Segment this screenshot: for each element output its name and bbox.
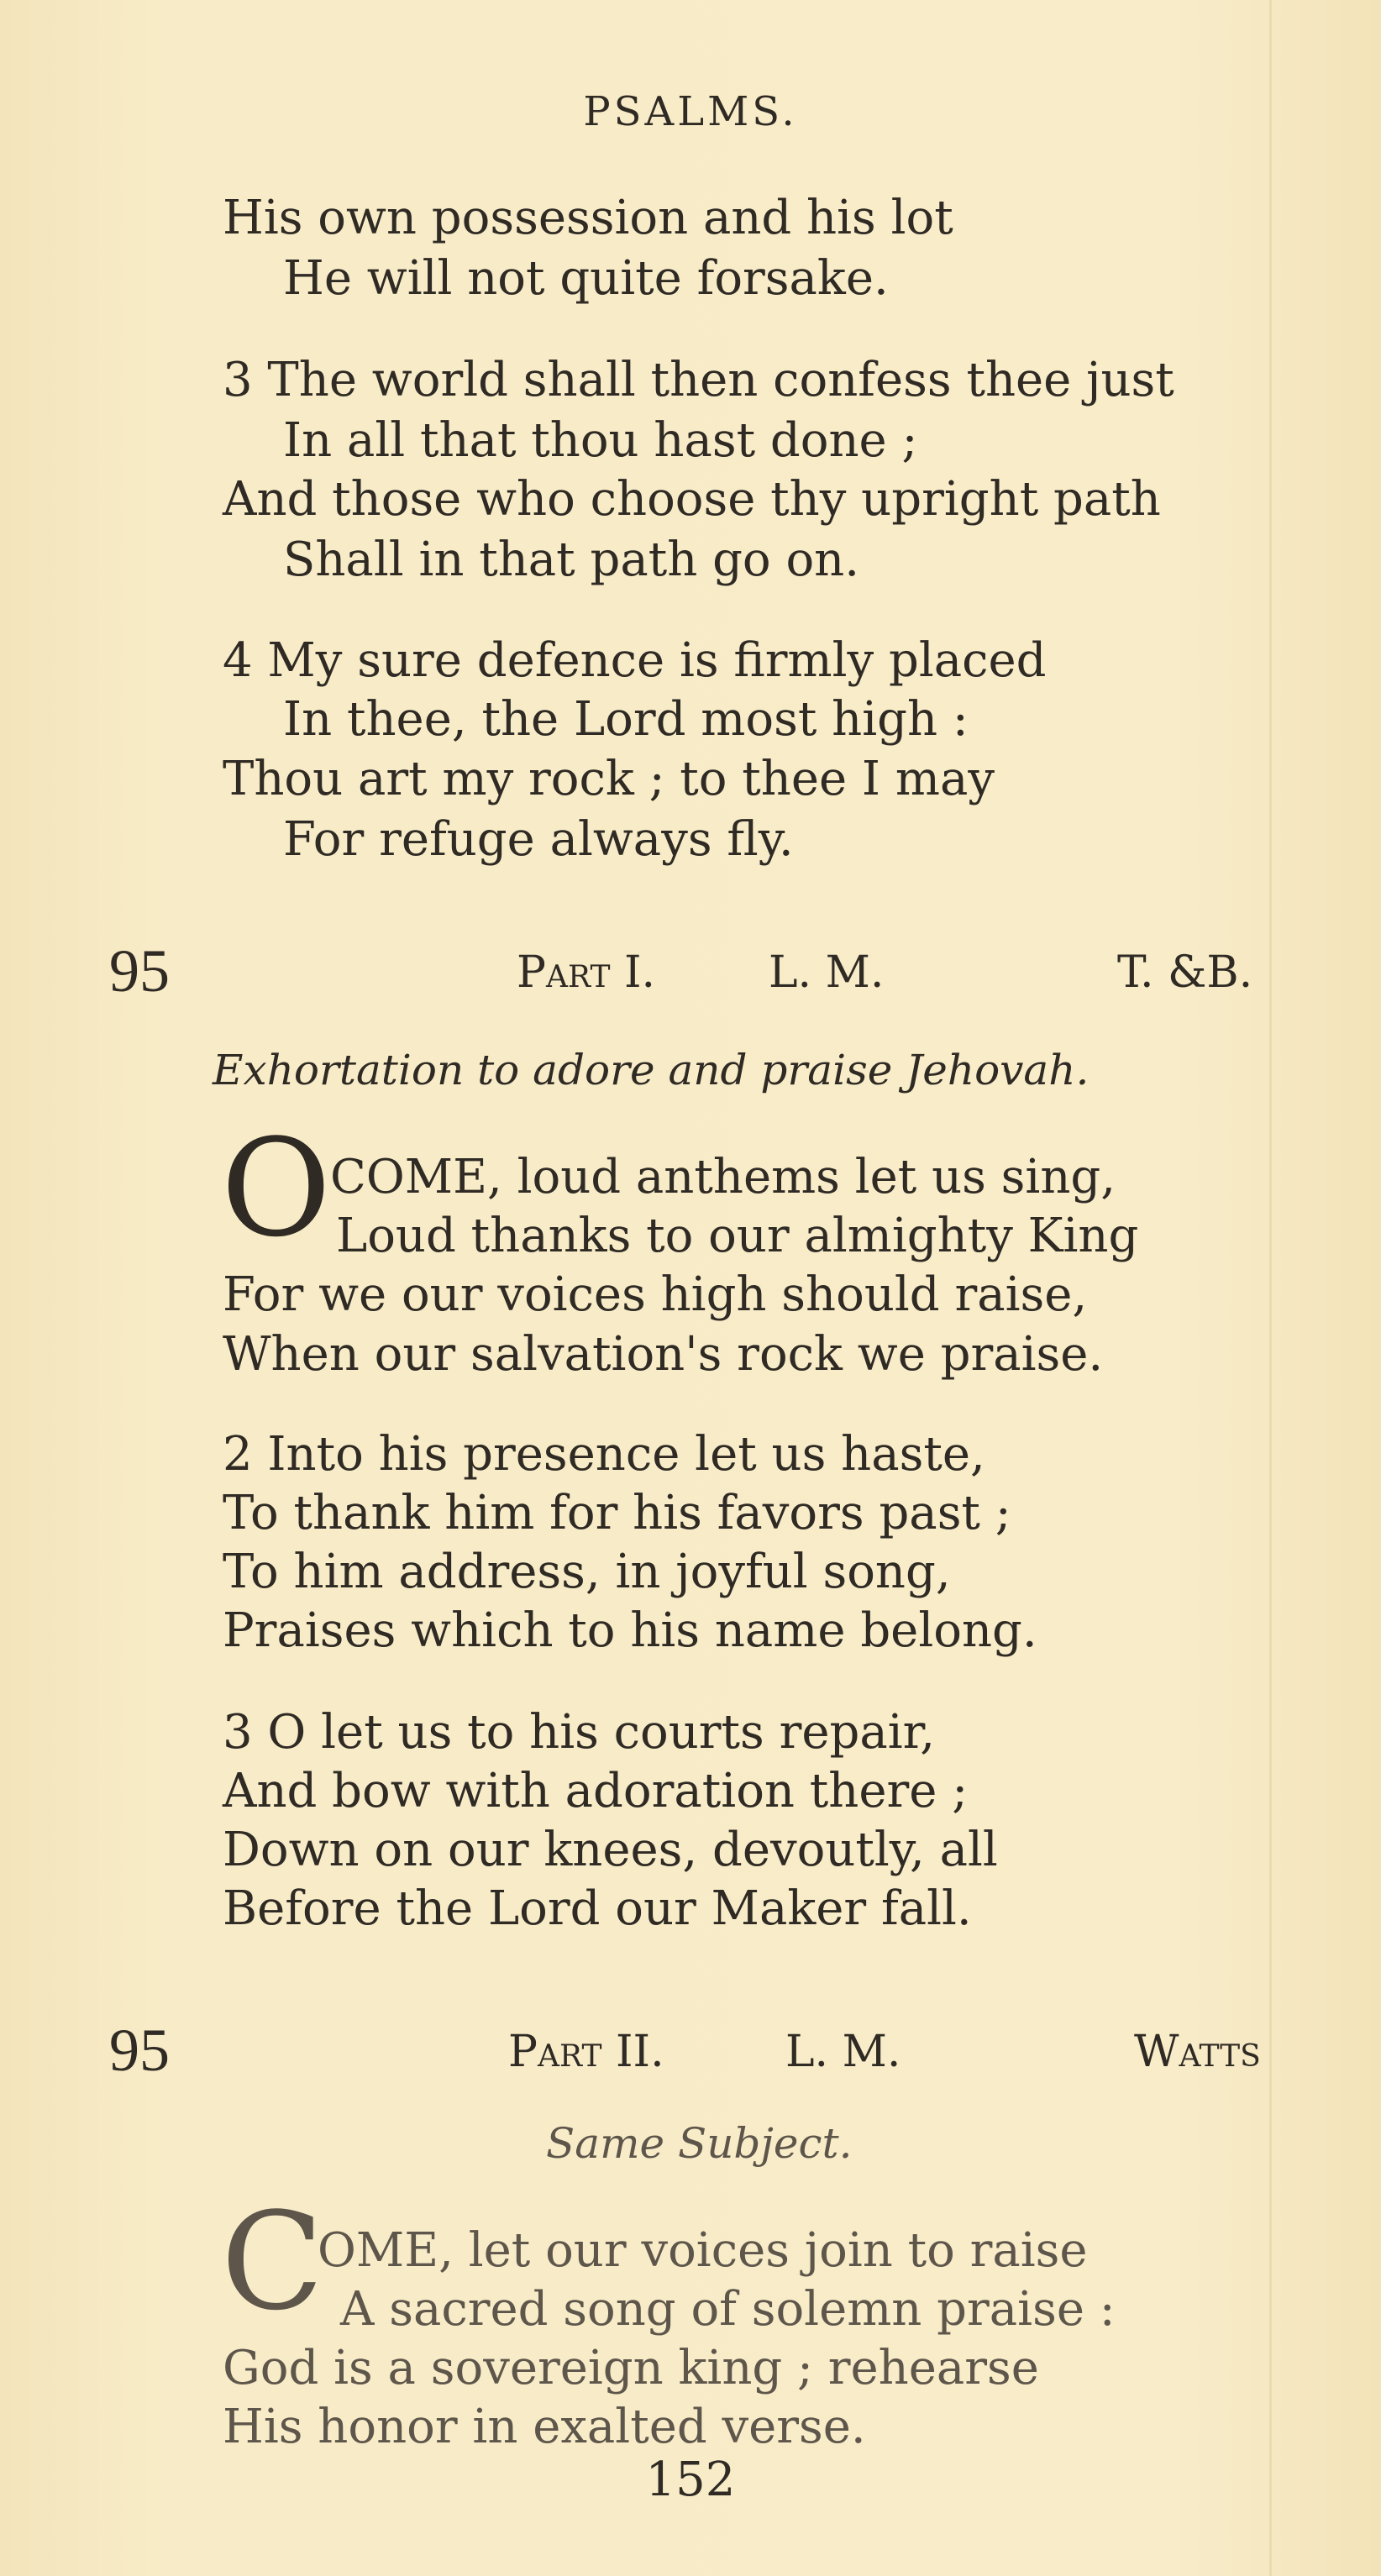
hymn-author: Watts	[1134, 2027, 1261, 2077]
verse-line: Down on our knees, devoutly, all	[223, 1823, 998, 1877]
verse-line: COME, loud anthems let us sing,	[330, 1150, 1116, 1204]
hymn-part: Part II.	[508, 2027, 664, 2077]
verse-line: 3 O let us to his courts repair,	[223, 1705, 936, 1760]
verse-line: His honor in exalted verse.	[223, 2400, 866, 2454]
hymn-meter: L. M.	[785, 2027, 901, 2077]
verse-line: God is a sovereign king ; rehearse	[223, 2341, 1039, 2395]
verse-line: To thank him for his favors past ;	[223, 1486, 1011, 1540]
verse-line: Loud thanks to our almighty King	[336, 1209, 1139, 1263]
drop-cap: O	[221, 1110, 332, 1267]
hymn-number: 95	[109, 2017, 170, 2084]
verse-line: His own possession and his lot	[223, 191, 953, 245]
verse-line: Shall in that path go on.	[283, 533, 860, 587]
verse-line: He will not quite forsake.	[283, 251, 889, 306]
drop-cap: C	[221, 2183, 324, 2340]
hymn-subtitle: Exhortation to adore and praise Jehovah.	[213, 1046, 1090, 1094]
page-gutter-shadow	[1269, 0, 1272, 2576]
page-number: 152	[645, 2453, 736, 2507]
verse-line: Before the Lord our Maker fall.	[223, 1881, 972, 1936]
hymn-subtitle: Same Subject.	[546, 2119, 853, 2168]
verse-line: In all that thou hast done ;	[283, 413, 918, 468]
verse-line: A sacred song of solemn praise :	[340, 2282, 1116, 2337]
hymn-number: 95	[109, 937, 170, 1005]
verse-line: Thou art my rock ; to thee I may	[223, 752, 995, 806]
hymn-meter: L. M.	[769, 947, 885, 998]
verse-line: 2 Into his presence let us haste,	[223, 1427, 985, 1482]
verse-line: And bow with adoration there ;	[223, 1764, 969, 1818]
verse-line: 3 The world shall then confess thee just	[223, 353, 1174, 407]
verse-line: Praises which to his name belong.	[223, 1603, 1037, 1658]
verse-line: 4 My sure defence is firmly placed	[223, 633, 1047, 688]
running-header: PSALMS.	[583, 88, 798, 135]
verse-line: For refuge always fly.	[283, 812, 794, 867]
verse-line: For we our voices high should raise,	[223, 1267, 1088, 1322]
verse-line: OME, let our voices join to raise	[318, 2223, 1088, 2278]
hymn-author: T. &B.	[1117, 947, 1253, 998]
verse-line: In thee, the Lord most high :	[283, 692, 969, 747]
verse-line: To him address, in joyful song,	[223, 1545, 951, 1599]
verse-line: And those who choose thy upright path	[223, 472, 1161, 527]
verse-line: When our salvation's rock we praise.	[223, 1327, 1104, 1382]
hymn-part: Part I.	[517, 947, 656, 998]
